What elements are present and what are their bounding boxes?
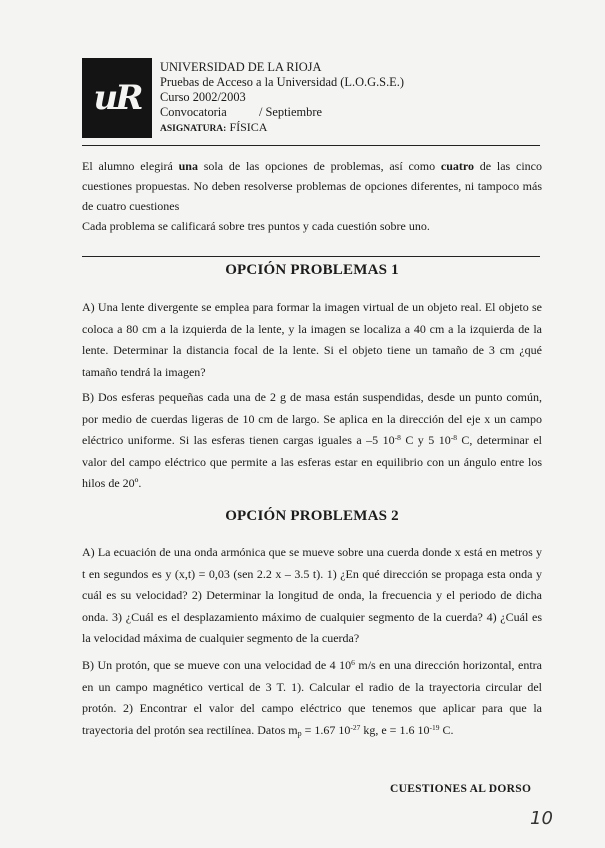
handwritten-page-mark: 10 [530, 808, 553, 829]
university-name: UNIVERSIDAD DE LA RIOJA [160, 60, 322, 74]
exam-header [160, 60, 404, 137]
option-2-title: OPCIÓN PROBLEMAS 2 [225, 508, 399, 524]
subject-value: FÍSICA [229, 120, 268, 134]
header-divider [82, 145, 540, 146]
subject-label: ASIGNATURA: [160, 124, 227, 134]
logo-text: uR [93, 78, 141, 118]
course: Curso 2002/2003 [160, 90, 246, 104]
instructions-paragraph-2: Cada problema se calificará sobre tres puntos y cada cuestión sobre uno. [82, 219, 430, 233]
call-label: Convocatoria [160, 105, 227, 119]
option-2-problem-b: B) Un protón, que se mueve con una velocidad de 4 $10^6$ m/s en una dirección horizontal, entra en un campo magnético vertical de 3 T. 1). Calcular el radio de la trayectoria circular del protón. 2) Encontrar el valor del campo eléctrico que tenemos que aplicar para que la trayectoria del protón sea rectilínea. Datos $m_p = 1.67$ $10^{-27}$ kg, e = 1.6 $10^{-19}$ C. [82, 658, 542, 738]
option-2-problem-a: A) La ecuación de una onda armónica que se mueve sobre una cuerda donde x está en metros y t en segundos es y (x,t) = 0,03 (sen 2.2 x – 3.5 t). 1) ¿En qué dirección se propaga esta onda y cuál es su velocidad? 2) Determinar la longitud de onda, la frecuencia y el periodo de dicha onda. 3) ¿Cuál es el desplazamiento máximo de cualquier segmento de la cuerda? 4) ¿Cuál es la velocidad máxima de cualquier segmento de la cuerda? [82, 545, 542, 645]
continue-note: CUESTIONES AL DORSO [390, 783, 532, 795]
option-1-problem-a: A) Una lente divergente se emplea para formar la imagen virtual de un objeto real. El objeto se coloca a 80 cm a la izquierda de la lente, y la imagen se localiza a 40 cm a la izquierda de la lente. Determinar la distancia focal de la lente. Si el objeto tiene un tamaño de 3 cm ¿qué tamaño tendrá la imagen? [82, 300, 542, 379]
instructions [82, 156, 542, 236]
option-1-title: OPCIÓN PROBLEMAS 1 [225, 262, 399, 278]
university-logo [82, 58, 152, 138]
call [160, 105, 404, 120]
instructions-paragraph-1: El alumno elegirá una sola de las opciones de problemas, así como cuatro de las cinco cuestiones propuestas. No deben resolverse problemas de opciones diferentes, ni tampoco más de cuatro cuestiones [82, 159, 542, 213]
exam-name: Pruebas de Acceso a la Universidad (L.O.G.S.E.) [160, 75, 404, 89]
instructions-divider [82, 256, 540, 257]
subject [160, 120, 404, 137]
call-value: / Septiembre [258, 105, 322, 119]
option-1-problem-b: B) Dos esferas pequeñas cada una de 2 g de masa están suspendidas, desde un punto común, por medio de cuerdas ligeras de 10 cm de largo. Se aplica en la dirección del eje x un campo eléctrico uniforme. Si las esferas tienen cargas iguales a –5 $10^{-8}$ C y 5 $10^{-8}$ C, determinar el valor del campo eléctrico que permite a las esferas estar en equilibrio con un ángulo entre los hilos de 20º. [82, 390, 542, 490]
